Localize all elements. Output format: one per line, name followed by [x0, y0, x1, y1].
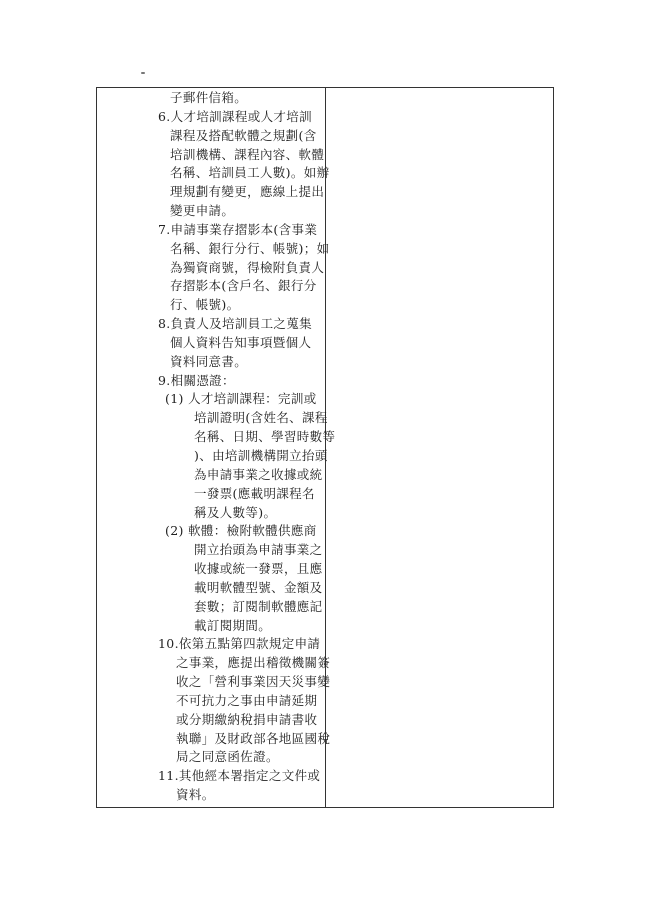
- scan-speck: [141, 72, 145, 74]
- subitem-2-heading: (2) 軟體：檢附軟體供應商: [165, 523, 317, 539]
- text-line: 開立抬頭為申請事業之: [194, 542, 323, 558]
- text-line: 不可抗力之事由申請延期: [176, 692, 318, 708]
- text-line: 收據或統一發票，且應: [194, 561, 323, 577]
- item-10-heading: 10.依第五點第四款規定申請: [158, 636, 321, 652]
- text-line: 名稱、日期、學習時數等: [194, 429, 336, 445]
- item-7-heading: 7.申請事業存摺影本(含事業: [158, 221, 318, 237]
- text-line: 變更申請。: [170, 203, 235, 219]
- text-line: 資料同意書。: [170, 353, 248, 369]
- text-line: 之事業，應提出稽徵機關簽: [176, 655, 331, 671]
- text-line: 一發票(應載明課程名: [194, 485, 315, 501]
- item-8-heading: 8.負責人及培訓員工之蒐集: [158, 316, 312, 332]
- item-9-heading: 9.相關憑證：: [158, 372, 235, 388]
- text-line: )、由培訓機構開立抬頭: [194, 448, 328, 463]
- text-line: 名稱、培訓員工人數)。如辦: [170, 165, 330, 181]
- text-line: 行、帳號)。: [170, 297, 240, 313]
- text-line: 培訓機構、課程內容、軟體: [170, 146, 325, 162]
- item-6-heading: 6.人才培訓課程或人才培訓: [158, 108, 312, 124]
- text-line: 資料。: [176, 787, 215, 803]
- text-line: 執聯」及財政部各地區國稅: [176, 730, 331, 746]
- text-line: 局之同意函佐證。: [176, 749, 279, 765]
- text-line: 課程及搭配軟體之規劃(含: [170, 127, 317, 143]
- text-line: 載訂閱期間。: [194, 617, 272, 633]
- text-line: 套數；訂閱制軟體應記: [194, 598, 323, 614]
- text-line: 理規劃有變更，應線上提出: [170, 184, 325, 200]
- subitem-1-heading: (1) 人才培訓課程：完訓或: [165, 391, 317, 407]
- text-line: 存摺影本(含戶名、銀行分: [170, 278, 317, 294]
- item-11-heading: 11.其他經本署指定之文件或: [158, 768, 321, 784]
- text-line: 子郵件信箱。: [170, 90, 248, 105]
- text-line: 為獨資商號，得檢附負責人: [170, 259, 325, 275]
- text-line: 培訓證明(含姓名、課程: [194, 410, 328, 426]
- text-line: 載明軟體型號、金額及: [194, 579, 323, 595]
- text-line: 或分期繳納稅捐申請書收: [176, 711, 318, 727]
- text-line: 個人資料告知事項暨個人: [170, 334, 312, 350]
- text-line: 稱及人數等)。: [194, 504, 277, 520]
- text-line: 為申請事業之收據或統: [194, 466, 323, 482]
- text-line: 收之「營利事業因天災事變: [176, 674, 331, 690]
- text-line: 名稱、銀行分行、帳號)；如: [170, 240, 330, 256]
